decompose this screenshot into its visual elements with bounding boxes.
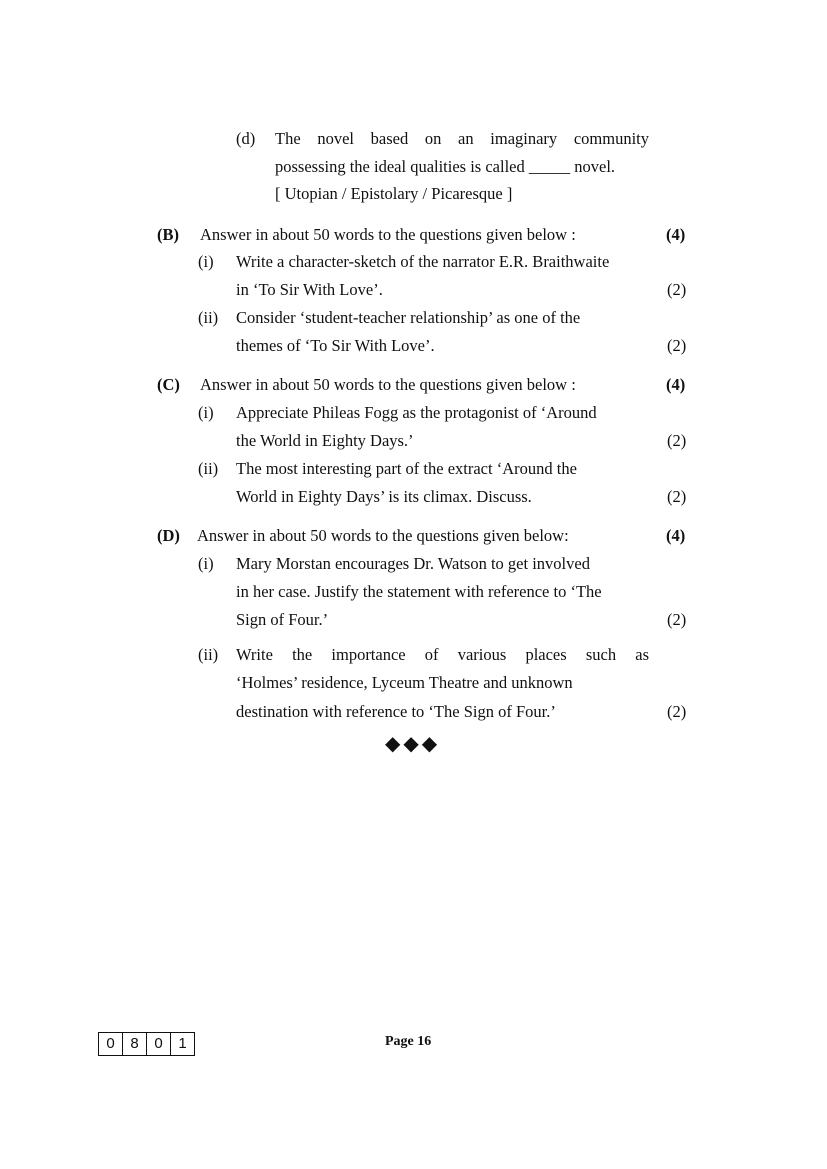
code-digit: 0	[99, 1033, 123, 1055]
code-digit: 1	[178, 1035, 187, 1052]
section-label: (B)	[157, 225, 179, 244]
question-text: Consider ‘student-teacher relationship’ as one of the	[236, 308, 581, 327]
question-label: (ii)	[198, 645, 219, 664]
question-text: destination with reference to ‘The Sign of Four.’	[236, 702, 556, 721]
question-text: themes of ‘To Sir With Love’.	[236, 336, 435, 355]
question-marks: (2)	[667, 702, 687, 721]
code-digit: 0	[147, 1033, 171, 1055]
question-label: (i)	[198, 252, 214, 271]
question-text: The novel based on an imaginary community	[275, 129, 649, 148]
question-text: Write the importance of various places such as	[236, 645, 649, 664]
question-text: Sign of Four.’	[236, 610, 329, 629]
section-instruction: Answer in about 50 words to the questions given below:	[197, 526, 569, 545]
question-text: World in Eighty Days’ is its climax. Discuss.	[236, 487, 532, 506]
section-marks: (4)	[666, 526, 686, 545]
item-label: (d)	[236, 129, 256, 148]
section-marks: (4)	[666, 225, 686, 244]
section-instruction: Answer in about 50 words to the questions given below :	[200, 225, 576, 244]
question-text: The most interesting part of the extract ‘Around the	[236, 459, 577, 478]
answer-options: [ Utopian / Epistolary / Picaresque ]	[275, 184, 513, 203]
section-label: (D)	[157, 526, 180, 545]
end-of-paper-marker: ◆◆◆	[385, 731, 441, 755]
question-label: (ii)	[198, 459, 219, 478]
section-label: (C)	[157, 375, 180, 394]
code-digit: 8	[123, 1033, 147, 1055]
question-marks: (2)	[667, 487, 687, 506]
question-marks: (2)	[667, 336, 687, 355]
question-text: possessing the ideal qualities is called _____ novel.	[275, 157, 616, 176]
question-marks: (2)	[667, 431, 687, 450]
question-text: Mary Morstan encourages Dr. Watson to get involved	[236, 554, 590, 573]
section-instruction: Answer in about 50 words to the questions given below :	[200, 375, 576, 394]
page-number: Page 16	[385, 1034, 432, 1049]
question-label: (i)	[198, 403, 214, 422]
question-text: Write a character-sketch of the narrator E.R. Braithwaite	[236, 252, 610, 271]
question-text: in ‘To Sir With Love’.	[236, 280, 383, 299]
section-marks: (4)	[666, 375, 686, 394]
question-marks: (2)	[667, 610, 687, 629]
question-text: the World in Eighty Days.’	[236, 431, 414, 450]
question-label: (i)	[198, 554, 214, 573]
question-label: (ii)	[198, 308, 219, 327]
question-marks: (2)	[667, 280, 687, 299]
question-text: in her case. Justify the statement with reference to ‘The	[236, 582, 602, 601]
paper-code-box	[98, 1032, 195, 1056]
question-text: Appreciate Phileas Fogg as the protagonist of ‘Around	[236, 403, 597, 422]
question-text: ‘Holmes’ residence, Lyceum Theatre and unknown	[236, 673, 573, 692]
